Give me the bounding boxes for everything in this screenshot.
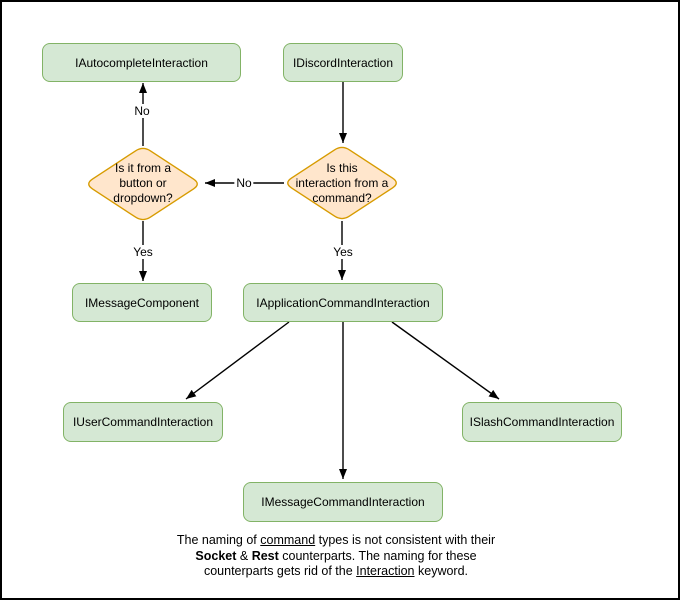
node-application-command-interaction	[243, 283, 443, 322]
node-label: IAutocompleteInteraction	[75, 55, 208, 70]
note-line-3	[166, 564, 506, 580]
edge-label-yes-right: Yes	[333, 245, 353, 259]
note-segment: counterparts gets rid of the	[203, 564, 357, 578]
note-text	[166, 533, 506, 580]
decision-line: dropdown?	[113, 191, 173, 205]
note-line-1	[166, 533, 506, 549]
note-segment: counterparts. The naming for these	[278, 548, 477, 563]
note-segment: types is not consistent with their	[315, 533, 496, 547]
note-segment-bold: Rest	[251, 548, 279, 563]
node-label: IMessageComponent	[84, 295, 200, 310]
note-segment: keyword.	[414, 564, 469, 578]
note-segment: The naming of	[176, 533, 261, 547]
edge-label-no-horizontal: No	[236, 176, 252, 190]
node-label: IUserCommandInteraction	[72, 415, 214, 429]
note-segment-underlined: command	[260, 533, 316, 547]
edge-label-yes-left: Yes	[133, 245, 153, 259]
node-label: IApplicationCommandInteraction	[256, 295, 430, 310]
decision-line: button or	[119, 176, 167, 190]
note-segment-bold: Socket	[195, 548, 237, 563]
edge-label-no-vertical: No	[134, 104, 150, 118]
edge-application-to-slash-command	[392, 322, 499, 399]
node-message-component	[72, 283, 212, 322]
edge-application-to-user-command	[186, 322, 289, 399]
node-label: IDiscordInteraction	[292, 55, 394, 70]
node-discord-interaction	[283, 43, 403, 82]
decision-from-command-label	[284, 161, 400, 206]
decision-line: Is it from a	[114, 161, 171, 175]
node-label: IMessageCommandInteraction	[261, 495, 425, 509]
node-label: ISlashCommandInteraction	[469, 415, 615, 429]
note-segment: &	[236, 548, 252, 563]
decision-line: Is this	[326, 161, 358, 175]
note-segment-underlined: Interaction	[356, 564, 415, 578]
node-slash-command-interaction	[462, 402, 622, 442]
decision-button-dropdown-label	[88, 161, 198, 206]
node-autocomplete-interaction	[42, 43, 241, 82]
node-message-command-interaction	[243, 482, 443, 522]
decision-line: interaction from a	[295, 176, 389, 190]
decision-line: command?	[312, 191, 372, 205]
note-line-2	[166, 549, 506, 565]
node-user-command-interaction	[63, 402, 223, 442]
